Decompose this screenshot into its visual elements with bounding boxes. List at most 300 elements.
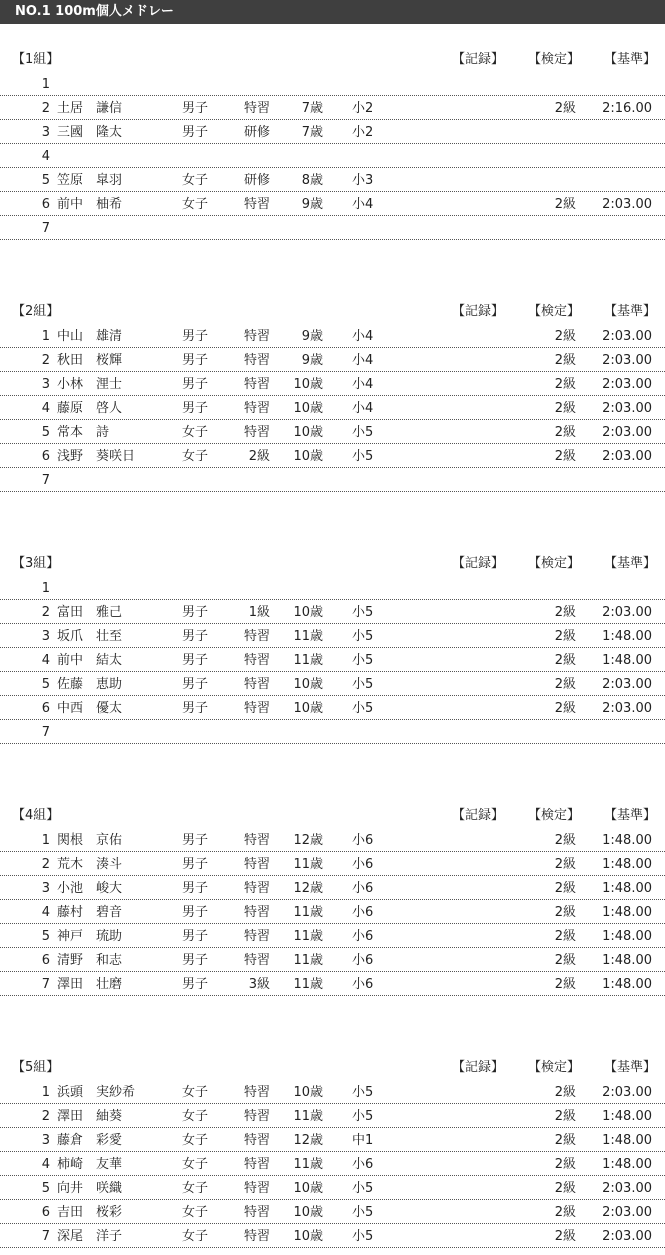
gender: 女子 — [182, 1157, 209, 1172]
lane-number: 6 — [41, 953, 50, 968]
standard-time: 2:03.00 — [602, 1181, 652, 1196]
status: 特習 — [243, 401, 270, 416]
inspection-grade: 2級 — [554, 377, 576, 392]
swimmer-name: 柿崎 友華 — [57, 1157, 123, 1172]
swimmer-name: 土居 謙信 — [57, 101, 123, 116]
lane-number: 5 — [41, 929, 50, 944]
inspection-grade: 2級 — [554, 701, 576, 716]
swimmer-name: 中西 優太 — [57, 701, 123, 716]
group-label: 【5組】 — [12, 1060, 60, 1075]
standard-time: 1:48.00 — [602, 881, 652, 896]
swimmer-name: 中山 雄清 — [57, 329, 123, 344]
swimmer-name: 前中 結太 — [57, 653, 123, 668]
group-header — [0, 48, 665, 72]
lane-number: 4 — [41, 1157, 50, 1172]
swimmer-name: 前中 柚希 — [57, 197, 123, 212]
swimmer-name: 関根 京佑 — [57, 833, 123, 848]
age: 12歳 — [293, 1133, 323, 1148]
school-grade: 小6 — [352, 857, 374, 872]
swimmer-name: 藤村 碧音 — [57, 905, 123, 920]
school-grade: 小5 — [352, 449, 374, 464]
heat-group — [0, 300, 665, 492]
inspection-header: 【検定】 — [528, 52, 581, 67]
status: 特習 — [243, 857, 270, 872]
age: 10歳 — [293, 1205, 323, 1220]
inspection-grade: 2級 — [554, 1229, 576, 1244]
swimmer-name: 荒木 湊斗 — [57, 857, 123, 872]
table-row — [0, 600, 665, 624]
table-row — [0, 72, 665, 96]
age: 10歳 — [293, 1181, 323, 1196]
status: 2級 — [248, 449, 270, 464]
status: 研修 — [243, 125, 270, 140]
gender: 男子 — [182, 953, 209, 968]
swimmer-name: 清野 和志 — [57, 953, 123, 968]
group-label: 【3組】 — [12, 556, 60, 571]
inspection-grade: 2級 — [554, 401, 576, 416]
age: 11歳 — [293, 857, 323, 872]
inspection-grade: 2級 — [554, 605, 576, 620]
gender: 男子 — [182, 833, 209, 848]
table-row — [0, 948, 665, 972]
age: 10歳 — [293, 425, 323, 440]
lane-number: 1 — [41, 77, 50, 92]
standard-time: 2:03.00 — [602, 701, 652, 716]
swimmer-name: 笠原 皐羽 — [57, 173, 123, 188]
standard-time: 1:48.00 — [602, 1157, 652, 1172]
age: 10歳 — [293, 377, 323, 392]
lane-number: 7 — [41, 977, 50, 992]
inspection-header: 【検定】 — [528, 304, 581, 319]
gender: 男子 — [182, 857, 209, 872]
standard-time: 2:03.00 — [602, 329, 652, 344]
standard-time: 1:48.00 — [602, 977, 652, 992]
swimmer-name: 澤田 紬葵 — [57, 1109, 123, 1124]
school-grade: 小5 — [352, 605, 374, 620]
standard-time: 2:03.00 — [602, 353, 652, 368]
gender: 女子 — [182, 1109, 209, 1124]
table-row — [0, 672, 665, 696]
gender: 女子 — [182, 1229, 209, 1244]
gender: 男子 — [182, 605, 209, 620]
table-row — [0, 624, 665, 648]
standard-time: 2:03.00 — [602, 197, 652, 212]
inspection-grade: 2級 — [554, 1085, 576, 1100]
gender: 男子 — [182, 101, 209, 116]
status: 特習 — [243, 833, 270, 848]
gender: 女子 — [182, 425, 209, 440]
swimmer-name: 藤原 啓人 — [57, 401, 123, 416]
standard-time: 1:48.00 — [602, 905, 652, 920]
status: 特習 — [243, 629, 270, 644]
standard-time: 1:48.00 — [602, 1133, 652, 1148]
school-grade: 小6 — [352, 929, 374, 944]
swimmer-name: 吉田 桜彩 — [57, 1205, 123, 1220]
inspection-grade: 2級 — [554, 1205, 576, 1220]
lane-number: 6 — [41, 197, 50, 212]
standard-header: 【基準】 — [604, 1060, 657, 1075]
group-header — [0, 552, 665, 576]
standard-time: 1:48.00 — [602, 953, 652, 968]
gender: 男子 — [182, 881, 209, 896]
status: 3級 — [248, 977, 270, 992]
status: 特習 — [243, 929, 270, 944]
lane-number: 4 — [41, 401, 50, 416]
school-grade: 中1 — [352, 1133, 374, 1148]
heat-group — [0, 48, 665, 240]
standard-time: 2:03.00 — [602, 377, 652, 392]
age: 11歳 — [293, 929, 323, 944]
lane-number: 6 — [41, 449, 50, 464]
school-grade: 小4 — [352, 377, 374, 392]
swimmer-name: 小林 浬士 — [57, 377, 123, 392]
inspection-grade: 2級 — [554, 1109, 576, 1124]
standard-time: 1:48.00 — [602, 929, 652, 944]
inspection-grade: 2級 — [554, 353, 576, 368]
inspection-grade: 2級 — [554, 857, 576, 872]
lane-number: 1 — [41, 329, 50, 344]
school-grade: 小5 — [352, 701, 374, 716]
inspection-grade: 2級 — [554, 449, 576, 464]
status: 特習 — [243, 329, 270, 344]
group-header — [0, 804, 665, 828]
age: 7歳 — [301, 101, 323, 116]
status: 特習 — [243, 1085, 270, 1100]
table-row — [0, 576, 665, 600]
lane-number: 2 — [41, 857, 50, 872]
lane-number: 1 — [41, 581, 50, 596]
school-grade: 小2 — [352, 125, 374, 140]
standard-header: 【基準】 — [604, 556, 657, 571]
status: 特習 — [243, 101, 270, 116]
school-grade: 小6 — [352, 833, 374, 848]
gender: 女子 — [182, 1205, 209, 1220]
gender: 男子 — [182, 677, 209, 692]
lane-number: 2 — [41, 101, 50, 116]
standard-time: 1:48.00 — [602, 653, 652, 668]
gender: 男子 — [182, 629, 209, 644]
gender: 男子 — [182, 329, 209, 344]
swimmer-name: 小池 峻大 — [57, 881, 123, 896]
lane-number: 3 — [41, 377, 50, 392]
lane-number: 2 — [41, 1109, 50, 1124]
table-row — [0, 324, 665, 348]
table-row — [0, 876, 665, 900]
lane-number: 5 — [41, 173, 50, 188]
inspection-grade: 2級 — [554, 977, 576, 992]
standard-time: 2:03.00 — [602, 1205, 652, 1220]
standard-time: 1:48.00 — [602, 857, 652, 872]
school-grade: 小4 — [352, 353, 374, 368]
age: 10歳 — [293, 449, 323, 464]
age: 12歳 — [293, 881, 323, 896]
gender: 女子 — [182, 1181, 209, 1196]
school-grade: 小4 — [352, 197, 374, 212]
lane-number: 4 — [41, 149, 50, 164]
age: 9歳 — [301, 329, 323, 344]
lane-number: 5 — [41, 677, 50, 692]
status: 研修 — [243, 173, 270, 188]
table-row — [0, 852, 665, 876]
status: 特習 — [243, 1133, 270, 1148]
table-row — [0, 1104, 665, 1128]
school-grade: 小5 — [352, 425, 374, 440]
inspection-grade: 2級 — [554, 1181, 576, 1196]
swimmer-name: 藤倉 彩愛 — [57, 1133, 123, 1148]
status: 特習 — [243, 677, 270, 692]
lane-number: 3 — [41, 881, 50, 896]
school-grade: 小6 — [352, 881, 374, 896]
swimmer-name: 秋田 桜輝 — [57, 353, 123, 368]
lane-number: 6 — [41, 1205, 50, 1220]
swimmer-name: 三國 隆太 — [57, 125, 123, 140]
group-header — [0, 300, 665, 324]
status: 特習 — [243, 425, 270, 440]
school-grade: 小6 — [352, 905, 374, 920]
swimmer-name: 富田 雅己 — [57, 605, 123, 620]
gender: 男子 — [182, 401, 209, 416]
age: 11歳 — [293, 1109, 323, 1124]
gender: 女子 — [182, 1133, 209, 1148]
swimmer-name: 澤田 壮磨 — [57, 977, 123, 992]
table-row — [0, 396, 665, 420]
age: 10歳 — [293, 701, 323, 716]
inspection-grade: 2級 — [554, 653, 576, 668]
age: 11歳 — [293, 1157, 323, 1172]
swimmer-name: 浅野 葵咲日 — [57, 449, 136, 464]
inspection-header: 【検定】 — [528, 808, 581, 823]
table-row — [0, 420, 665, 444]
swimmer-name: 佐藤 恵助 — [57, 677, 123, 692]
gender: 男子 — [182, 977, 209, 992]
status: 特習 — [243, 353, 270, 368]
standard-time: 2:03.00 — [602, 1085, 652, 1100]
age: 10歳 — [293, 1085, 323, 1100]
lane-number: 7 — [41, 725, 50, 740]
inspection-grade: 2級 — [554, 953, 576, 968]
table-row — [0, 900, 665, 924]
group-label: 【4組】 — [12, 808, 60, 823]
table-row — [0, 216, 665, 240]
status: 特習 — [243, 1181, 270, 1196]
status: 特習 — [243, 905, 270, 920]
standard-time: 2:03.00 — [602, 401, 652, 416]
group-label: 【2組】 — [12, 304, 60, 319]
swimmer-name: 神戸 琉助 — [57, 929, 123, 944]
inspection-header: 【検定】 — [528, 556, 581, 571]
group-label: 【1組】 — [12, 52, 60, 67]
age: 9歳 — [301, 197, 323, 212]
school-grade: 小4 — [352, 401, 374, 416]
standard-header: 【基準】 — [604, 304, 657, 319]
school-grade: 小5 — [352, 1181, 374, 1196]
gender: 男子 — [182, 377, 209, 392]
school-grade: 小5 — [352, 629, 374, 644]
table-row — [0, 144, 665, 168]
inspection-grade: 2級 — [554, 197, 576, 212]
inspection-grade: 2級 — [554, 101, 576, 116]
record-header: 【記録】 — [452, 556, 505, 571]
group-header — [0, 1056, 665, 1080]
gender: 女子 — [182, 449, 209, 464]
inspection-header: 【検定】 — [528, 1060, 581, 1075]
table-row — [0, 828, 665, 852]
gender: 女子 — [182, 1085, 209, 1100]
status: 特習 — [243, 1157, 270, 1172]
lane-number: 2 — [41, 353, 50, 368]
table-row — [0, 1200, 665, 1224]
status: 特習 — [243, 653, 270, 668]
page-title: NO.1 100m個人メドレー — [0, 0, 665, 24]
age: 8歳 — [301, 173, 323, 188]
swimmer-name: 浜頭 実紗希 — [57, 1085, 136, 1100]
record-header: 【記録】 — [452, 52, 505, 67]
inspection-grade: 2級 — [554, 881, 576, 896]
lane-number: 4 — [41, 905, 50, 920]
school-grade: 小5 — [352, 677, 374, 692]
status: 特習 — [243, 1205, 270, 1220]
status: 特習 — [243, 377, 270, 392]
status: 特習 — [243, 953, 270, 968]
table-row — [0, 96, 665, 120]
record-header: 【記録】 — [452, 1060, 505, 1075]
age: 12歳 — [293, 833, 323, 848]
record-header: 【記録】 — [452, 808, 505, 823]
table-row — [0, 1080, 665, 1104]
standard-header: 【基準】 — [604, 52, 657, 67]
gender: 女子 — [182, 173, 209, 188]
heat-group — [0, 1056, 665, 1248]
table-row — [0, 972, 665, 996]
inspection-grade: 2級 — [554, 425, 576, 440]
age: 11歳 — [293, 953, 323, 968]
age: 10歳 — [293, 677, 323, 692]
standard-time: 2:03.00 — [602, 605, 652, 620]
standard-time: 2:03.00 — [602, 425, 652, 440]
school-grade: 小2 — [352, 101, 374, 116]
school-grade: 小5 — [352, 653, 374, 668]
table-row — [0, 1128, 665, 1152]
lane-number: 4 — [41, 653, 50, 668]
inspection-grade: 2級 — [554, 1133, 576, 1148]
lane-number: 7 — [41, 221, 50, 236]
gender: 男子 — [182, 353, 209, 368]
lane-number: 3 — [41, 629, 50, 644]
table-row — [0, 372, 665, 396]
heat-group — [0, 804, 665, 996]
table-row — [0, 468, 665, 492]
inspection-grade: 2級 — [554, 929, 576, 944]
lane-number: 2 — [41, 605, 50, 620]
gender: 男子 — [182, 929, 209, 944]
status: 特習 — [243, 1109, 270, 1124]
table-row — [0, 648, 665, 672]
record-header: 【記録】 — [452, 304, 505, 319]
table-row — [0, 348, 665, 372]
age: 10歳 — [293, 401, 323, 416]
table-row — [0, 1152, 665, 1176]
lane-number: 5 — [41, 1181, 50, 1196]
lane-number: 1 — [41, 1085, 50, 1100]
school-grade: 小5 — [352, 1229, 374, 1244]
swimmer-name: 深尾 洋子 — [57, 1229, 123, 1244]
age: 11歳 — [293, 977, 323, 992]
age: 9歳 — [301, 353, 323, 368]
lane-number: 3 — [41, 1133, 50, 1148]
inspection-grade: 2級 — [554, 629, 576, 644]
table-row — [0, 168, 665, 192]
standard-time: 2:16.00 — [602, 101, 652, 116]
age: 7歳 — [301, 125, 323, 140]
school-grade: 小5 — [352, 1205, 374, 1220]
status: 特習 — [243, 701, 270, 716]
inspection-grade: 2級 — [554, 833, 576, 848]
swimmer-name: 常本 詩 — [57, 425, 110, 440]
inspection-grade: 2級 — [554, 677, 576, 692]
school-grade: 小5 — [352, 1109, 374, 1124]
table-row — [0, 720, 665, 744]
swimmer-name: 坂爪 壮至 — [57, 629, 123, 644]
standard-header: 【基準】 — [604, 808, 657, 823]
table-row — [0, 192, 665, 216]
standard-time: 2:03.00 — [602, 449, 652, 464]
lane-number: 7 — [41, 1229, 50, 1244]
gender: 男子 — [182, 125, 209, 140]
lane-number: 1 — [41, 833, 50, 848]
standard-time: 1:48.00 — [602, 1109, 652, 1124]
age: 10歳 — [293, 605, 323, 620]
school-grade: 小3 — [352, 173, 374, 188]
gender: 男子 — [182, 653, 209, 668]
standard-time: 2:03.00 — [602, 677, 652, 692]
school-grade: 小4 — [352, 329, 374, 344]
lane-number: 7 — [41, 473, 50, 488]
status: 特習 — [243, 881, 270, 896]
status: 特習 — [243, 197, 270, 212]
table-row — [0, 1176, 665, 1200]
table-row — [0, 924, 665, 948]
gender: 女子 — [182, 197, 209, 212]
school-grade: 小5 — [352, 1085, 374, 1100]
age: 11歳 — [293, 653, 323, 668]
standard-time: 1:48.00 — [602, 629, 652, 644]
age: 11歳 — [293, 629, 323, 644]
gender: 男子 — [182, 701, 209, 716]
table-row — [0, 120, 665, 144]
table-row — [0, 696, 665, 720]
school-grade: 小6 — [352, 977, 374, 992]
table-row — [0, 1224, 665, 1248]
age: 10歳 — [293, 1229, 323, 1244]
status: 1級 — [248, 605, 270, 620]
lane-number: 5 — [41, 425, 50, 440]
inspection-grade: 2級 — [554, 1157, 576, 1172]
gender: 男子 — [182, 905, 209, 920]
school-grade: 小6 — [352, 1157, 374, 1172]
lane-number: 6 — [41, 701, 50, 716]
table-row — [0, 444, 665, 468]
inspection-grade: 2級 — [554, 329, 576, 344]
heat-group — [0, 552, 665, 744]
age: 11歳 — [293, 905, 323, 920]
standard-time: 2:03.00 — [602, 1229, 652, 1244]
standard-time: 1:48.00 — [602, 833, 652, 848]
swimmer-name: 向井 咲織 — [57, 1181, 123, 1196]
inspection-grade: 2級 — [554, 905, 576, 920]
lane-number: 3 — [41, 125, 50, 140]
status: 特習 — [243, 1229, 270, 1244]
school-grade: 小6 — [352, 953, 374, 968]
